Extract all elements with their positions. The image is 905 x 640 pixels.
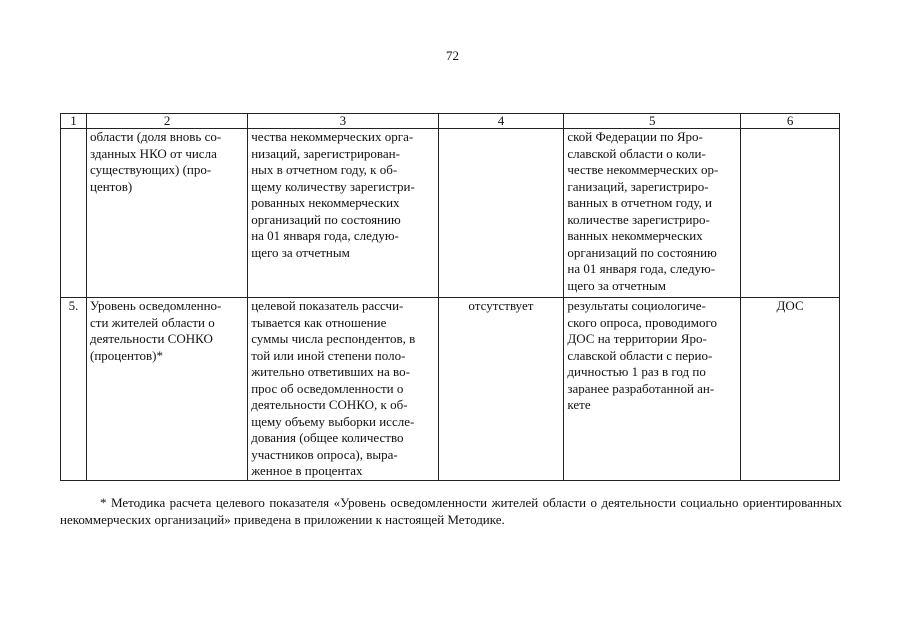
cell-line: низаций, зарегистрирован- — [251, 145, 400, 161]
column-header: 3 — [248, 114, 438, 129]
indicator-table — [60, 113, 840, 481]
cell-line: ных в отчетном году, к об- — [251, 162, 398, 177]
cell-line: центов) — [90, 178, 133, 194]
cell-line: ДОС на территории Яро- — [567, 331, 707, 346]
table-header-row — [61, 114, 840, 129]
cell-line: женное в процентах — [251, 463, 363, 478]
column-4-cell — [438, 129, 564, 298]
cell-line: (процентов)* — [90, 347, 163, 363]
cell-line: на 01 января года, следую- — [567, 261, 716, 276]
cell-line: тывается как отношение — [251, 314, 387, 330]
cell-line: жительно ответивших на во- — [251, 364, 410, 379]
cell-line: ского опроса, проводимого — [567, 314, 717, 330]
cell-line: деятельности СОНКО — [90, 331, 213, 346]
cell-line: рованных некоммерческих — [251, 195, 400, 210]
cell-line: ской Федерации по Яро- — [567, 129, 703, 144]
cell-line: ванных в отчетном году, и — [567, 195, 712, 210]
cell-line: той или иной степени поло- — [251, 347, 406, 363]
cell-line: славской области с перио- — [567, 347, 713, 363]
cell-line: существующих) (про- — [90, 162, 212, 177]
column-header: 2 — [87, 114, 248, 129]
data-source-cell — [564, 298, 741, 481]
cell-line: зданных НКО от числа — [90, 145, 217, 161]
column-header: 1 — [61, 114, 87, 129]
cell-line: ванных некоммерческих — [567, 228, 703, 243]
cell-line: результаты социологиче- — [567, 298, 706, 313]
column-header: 4 — [438, 114, 564, 129]
table-row — [61, 129, 840, 298]
cell-line: щего за отчетным — [251, 244, 350, 260]
table-row — [61, 298, 840, 481]
cell-line: сти жителей области о — [90, 314, 215, 330]
cell-line: заранее разработанной ан- — [567, 380, 715, 396]
column-header: 6 — [741, 114, 840, 129]
cell-line: прос об осведомленности о — [251, 380, 404, 396]
cell-line: суммы числа респондентов, в — [251, 331, 416, 346]
cell-line: славской области о коли- — [567, 145, 706, 161]
column-4-cell: отсутствует — [438, 298, 564, 481]
page-number: 72 — [446, 48, 459, 63]
calculation-method-cell — [248, 298, 438, 481]
responsible-cell: ДОС — [741, 298, 840, 481]
cell-line: участников опроса), выра- — [251, 446, 398, 462]
cell-line: дования (общее количество — [251, 430, 404, 445]
cell-line: деятельности СОНКО, к об- — [251, 397, 408, 412]
cell-line: дичностью 1 раз в год по — [567, 364, 706, 379]
cell-line: кете — [567, 397, 591, 412]
row-number-cell — [61, 129, 87, 298]
calculation-method-cell — [248, 129, 438, 298]
cell-line: организаций по состоянию — [567, 244, 717, 260]
cell-line: целевой показатель рассчи- — [251, 298, 404, 313]
row-number-cell: 5. — [61, 298, 87, 481]
column-header: 5 — [564, 114, 741, 129]
cell-line: щему количеству зарегистри- — [251, 178, 415, 194]
cell-line: Уровень осведомленно- — [90, 298, 222, 313]
indicator-name-cell — [87, 129, 248, 298]
cell-line: ганизаций, зарегистриро- — [567, 178, 709, 194]
cell-line: щего за отчетным — [567, 277, 666, 293]
cell-line: чества некоммерческих орга- — [251, 129, 414, 144]
cell-line: на 01 января года, следую- — [251, 228, 399, 243]
cell-line: организаций по состоянию — [251, 211, 401, 227]
footnote: * Методика расчета целевого показателя «Уровень осведомленности жителей области о деятельности социально ориентированных некоммерческих организаций» приведена в приложении к настоящей Методике. — [60, 495, 842, 527]
cell-line: области (доля вновь со- — [90, 129, 222, 144]
cell-line: честве некоммерческих ор- — [567, 162, 719, 177]
indicator-name-cell — [87, 298, 248, 481]
data-source-cell — [564, 129, 741, 298]
cell-line: щему объему выборки иссле- — [251, 413, 415, 429]
responsible-cell — [741, 129, 840, 298]
cell-line: количестве зарегистриро- — [567, 211, 710, 227]
